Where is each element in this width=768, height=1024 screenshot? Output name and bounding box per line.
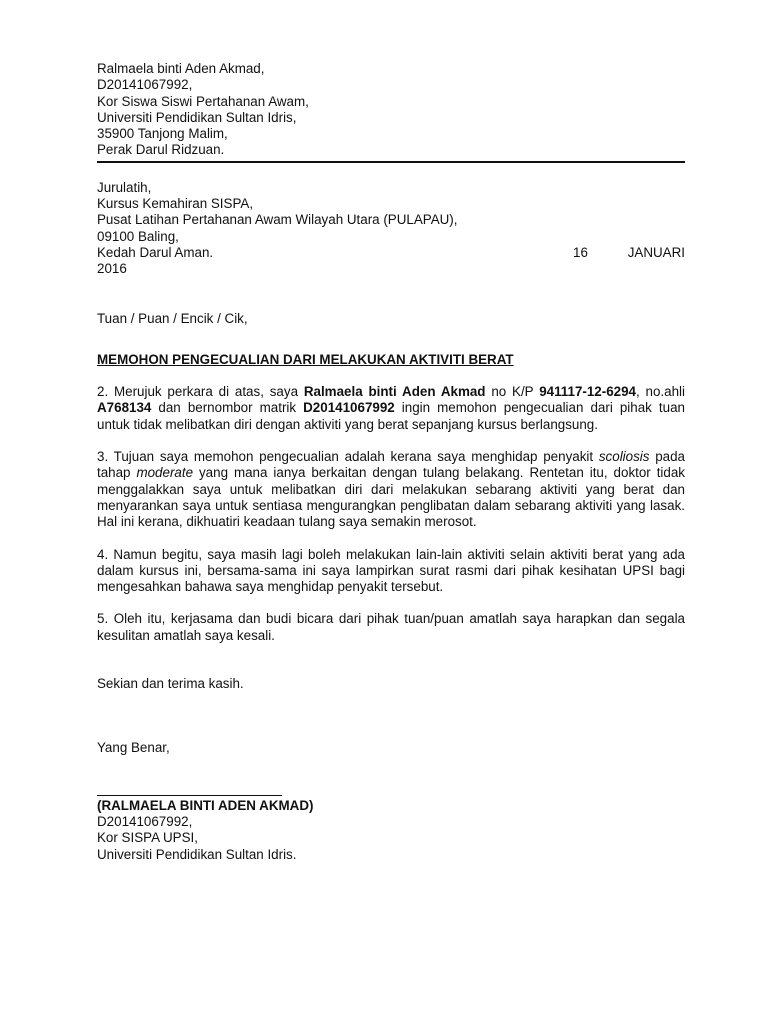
state-date-row	[97, 245, 685, 261]
signature-name: (RALMAELA BINTI ADEN AKMAD)	[97, 797, 314, 813]
para3-text-1: 3. Tujuan saya memohon pengecualian adalah kerana saya menghidap penyakit	[97, 449, 599, 465]
letter-subject: MEMOHON PENGECUALIAN DARI MELAKUKAN AKTIVITI BERAT	[97, 351, 514, 367]
para3-condition: scoliosis	[598, 449, 650, 465]
paragraph-5: 5. Oleh itu, kerjasama dan budi bicara dari pihak tuan/puan amatlah saya harapkan dan segala kesulitan amatlah saya kesali.	[97, 611, 685, 643]
para3-text-3: yang mana ianya berkaitan dengan tulang belakang. Rentetan itu, doktor tidak menggalakkan saya untuk melibatkan diri dari melakukan sebarang aktiviti yang berat dan menyarankan saya untuk sentiasa mengurangkan penglibatan dalam sebarang aktiviti yang lasak. Hal ini kerana, dikhuatiri keadaan tulang saya semakin merosot.	[97, 465, 685, 530]
para2-member-number: A768134	[97, 400, 152, 416]
sender-name: Ralmaela binti Aden Akmad,	[97, 61, 265, 76]
sender-state: Perak Darul Ridzuan.	[97, 142, 225, 158]
para3-severity: moderate	[136, 465, 194, 481]
sender-postcode-city: 35900 Tanjong Malim,	[97, 126, 228, 142]
para2-text-4: dan bernombor matrik	[151, 400, 304, 416]
signature-line	[97, 795, 282, 796]
para2-text-5: ingin memohon pengecualian dari pihak tuan untuk tidak melibatkan diri dengan aktiviti yang berat sepanjang kursus berlangsung.	[97, 400, 685, 432]
sender-university: Universiti Pendidikan Sultan Idris,	[97, 109, 297, 125]
para2-applicant-name: Ralmaela binti Aden Akmad	[303, 384, 486, 400]
date-year: 2016	[97, 261, 127, 277]
recipient-address	[97, 180, 685, 278]
letter-page	[97, 61, 685, 863]
recipient-centre: Pusat Latihan Pertahanan Awam Wilayah Utara (PULAPAU),	[97, 212, 458, 228]
sender-unit: Kor Siswa Siswi Pertahanan Awam,	[97, 93, 309, 109]
signature-block	[97, 798, 685, 863]
header-divider	[97, 161, 685, 163]
para2-text-3: , no.ahli	[636, 384, 685, 400]
sender-address	[97, 61, 685, 159]
recipient-state: Kedah Darul Aman.	[97, 244, 214, 260]
paragraph-4: 4. Namun begitu, saya masih lagi boleh melakukan lain-lain aktiviti selain aktiviti berat yang ada dalam kursus ini, bersama-sama ini saya lampirkan surat rasmi dari pihak kesihatan UPSI bagi mengesahkan bahawa saya menghidap penyakit tersebut.	[97, 546, 685, 595]
recipient-course: Kursus Kemahiran SISPA,	[97, 196, 254, 212]
closing-remark: Sekian dan terima kasih.	[97, 676, 244, 692]
recipient-title: Jurulatih,	[97, 179, 152, 195]
date-day: 16	[573, 244, 588, 260]
signature-matric: D20141067992,	[97, 813, 193, 829]
signature-university: Universiti Pendidikan Sultan Idris.	[97, 846, 297, 862]
paragraph-2	[97, 384, 685, 433]
date-month: JANUARI	[627, 244, 685, 260]
para2-text-2: no K/P	[485, 384, 540, 400]
signature-unit: Kor SISPA UPSI,	[97, 830, 198, 846]
para2-ic-number: 941117-12-6294	[539, 384, 636, 400]
salutation: Tuan / Puan / Encik / Cik,	[97, 310, 248, 326]
para2-matric-number: D20141067992	[303, 400, 395, 416]
paragraph-3	[97, 449, 685, 530]
para3-text-2: pada tahap	[97, 449, 685, 481]
para2-text-1: 2. Merujuk perkara di atas, saya	[97, 384, 304, 400]
yours-faithfully: Yang Benar,	[97, 740, 170, 756]
recipient-postcode-city: 09100 Baling,	[97, 228, 179, 244]
sender-matric: D20141067992,	[97, 77, 193, 93]
